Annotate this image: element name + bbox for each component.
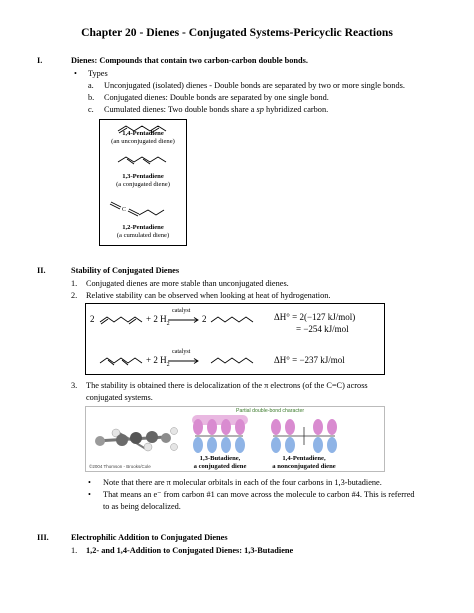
item-2-text: Relative stability can be observed when looking at heat of hydrogenation. [86, 291, 331, 300]
item-1-marker: 1. [71, 279, 78, 288]
item-1-text: Conjugated dienes are more stable than unconjugated dienes. [86, 279, 289, 288]
butadiene-caption-name: 1,3-Butadiene, [199, 455, 241, 462]
pentadiene-14-desc: (an unconjugated diene) [111, 138, 175, 145]
partial-double-bond-callout: Partial double-bond character [236, 408, 305, 414]
types-bullet: • [74, 69, 77, 78]
hydrogenation-figure [85, 303, 385, 375]
note-2-bullet: • [88, 490, 91, 499]
note-2-text-cont: to as being delocalized. [103, 502, 181, 511]
section-2-heading: Stability of Conjugated Dienes [71, 266, 180, 275]
section-3-item-1-marker: 1. [71, 546, 78, 555]
item-b-marker: b. [88, 93, 95, 102]
item-a-marker: a. [88, 81, 94, 90]
item-2-marker: 2. [71, 291, 78, 300]
eq1-sub: 2 [166, 320, 170, 327]
pentadiene-12-name: 1,2-Pentadiene [122, 224, 164, 231]
eq1-dh-value: = −254 kJ/mol [296, 324, 349, 334]
eq2-product [211, 358, 253, 363]
figure-credit: ©2004 Thomson - Brooks/Cole [89, 464, 151, 469]
butadiene-caption-desc: a conjugated diene [193, 463, 247, 470]
eq1-product [211, 317, 253, 322]
pentadiene-12-structure [110, 202, 164, 216]
eq1-coef-left: 2 [90, 314, 95, 324]
eq1-plus: + 2 H [146, 314, 167, 324]
eq1-plus-h2 [146, 314, 170, 330]
item-c-marker: c. [88, 105, 94, 114]
section-3-item-1-text: 1,2- and 1,4-Addition to Conjugated Dienes: 1,3-Butadiene [86, 546, 294, 555]
eq2-plus-h2 [146, 355, 170, 371]
section-2-numeral: II. [37, 266, 46, 275]
pentadiene-figure [99, 119, 187, 246]
pentadiene-13-desc: (a conjugated diene) [116, 181, 170, 188]
eq2-reactant [100, 358, 142, 365]
note-1-bullet: • [88, 478, 91, 487]
pentadiene-caption-name: 1,4-Pentadiene, [282, 455, 326, 462]
pentadiene-caption-desc: a nonconjugated diene [272, 463, 336, 470]
eq1-coef-right: 2 [202, 314, 207, 324]
cumulated-carbon-label: C [122, 207, 127, 213]
item-3-text-cont: conjugated systems. [86, 393, 153, 402]
pentadiene-13-name: 1,3-Pentadiene [122, 173, 164, 180]
note-1-text: Note that there are π molecular orbitals in each of the four carbons in 1,3-butadiene. [103, 478, 382, 487]
pentadiene-12-desc: (a cumulated diene) [116, 232, 170, 239]
item-c-text-after: hybridized carbon. [263, 105, 329, 114]
eq2-arrow [168, 359, 198, 364]
item-3-text: The stability is obtained there is delocalization of the π electrons (of the C=C) across [86, 381, 368, 390]
eq2-catalyst: catalyst [172, 349, 191, 355]
eq1-dh-label: ΔH° = 2(−127 kJ/mol) [274, 312, 356, 322]
page-title: Chapter 20 - Dienes - Conjugated Systems-Pericyclic Reactions [81, 26, 393, 39]
item-c-text-before: Cumulated dienes: Two double bonds share a [104, 105, 257, 114]
note-2-text: That means an e⁻ from carbon #1 can move across the molecule to carbon #4. This is referred [103, 490, 415, 499]
pentadiene-14-name: 1,4-Pentadiene [122, 130, 164, 137]
types-label: Types [88, 69, 108, 78]
item-c-text [104, 105, 328, 115]
item-a-text: Unconjugated (isolated) dienes - Double bonds are separated by two or more single bonds. [104, 81, 405, 90]
orbital-figure [85, 406, 385, 472]
section-1-heading: Dienes: Compounds that contain two carbon-carbon double bonds. [71, 56, 308, 65]
section-3-heading: Electrophilic Addition to Conjugated Dienes [71, 533, 228, 542]
eq2-dh-label: ΔH° = −237 kJ/mol [274, 355, 345, 365]
ball-stick-model [95, 428, 178, 452]
eq2-sub: 2 [166, 361, 170, 368]
eq2-plus: + 2 H [146, 355, 167, 365]
pentadiene-13-structure [118, 157, 166, 164]
eq1-reactant [100, 317, 142, 324]
item-b-text: Conjugated dienes: Double bonds are separated by one single bond. [104, 93, 329, 102]
item-c-text-italic: sp [256, 105, 264, 114]
eq1-catalyst: catalyst [172, 308, 191, 314]
pentadiene-orbitals [271, 419, 337, 453]
eq1-arrow [168, 318, 198, 323]
section-1-numeral: I. [37, 56, 43, 65]
item-3-marker: 3. [71, 381, 78, 390]
butadiene-orbitals [192, 415, 248, 453]
section-3-numeral: III. [37, 533, 49, 542]
